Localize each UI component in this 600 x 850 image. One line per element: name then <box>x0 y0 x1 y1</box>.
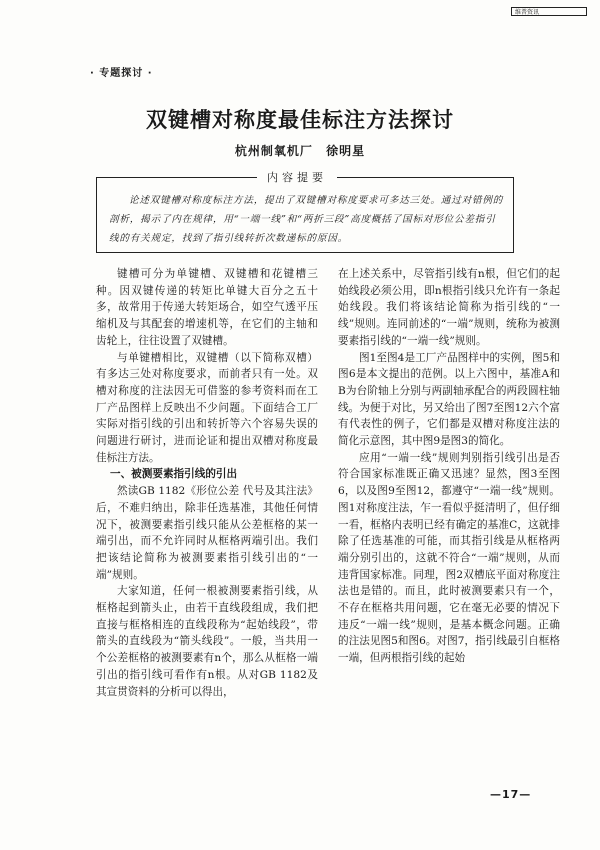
author-byline: 杭州制氧机厂 徐明星 <box>234 144 366 158</box>
paragraph: 图1至图4是工厂产品图样中的实例，图5和图6是本文提出的范例。以上六图中，基准A和B为台阶轴上分别与两副轴承配合的两段圆柱轴线。为便于对比，另又给出了图7至图12六个富有代表性的例子，它们都是双槽对称度注法的简化示意图，其中图9是图3的简化。 <box>338 351 560 448</box>
article-title: 双键槽对称度最佳标注方法探讨 <box>146 108 454 132</box>
paragraph: 应用“一端一线”规则判别指引线引出是否符合国家标准既正确又迅速？显然，图3至图6，以及图9至图12，都遵守“一端一线”规则。图1对称度注法，乍一看似乎挺清明了，但仔细一看，框格内表明已经有确定的基准C，这就排除了任选基准的可能，而其指引线是从框格两端分别引出的，这就不符合“一端”规则，从而违背国家标准。同理，图2双槽底平面对称度注法也是错的。而且，此时被测要素只有一个，不存在框格共用问题，它在毫无必要的情况下违反“一端一线”规则，是基本概念问题。正确的注法见图5和图6。对图7，指引线最引自框格一端，但两根指引线的起始 <box>338 451 560 665</box>
abstract-box <box>96 171 514 253</box>
abstract-heading: 内容提要 <box>257 169 337 185</box>
abstract-text: 论述双键槽对称度标注方法，提出了双键槽对称度要求可多达三处。通过对错例的剖析，揭示了内在规律，用“一端一线”和“两折三段”高度概括了国标对形位公差指引线的有关规定，找到了指引线转折次数递标的原因。 <box>109 195 504 244</box>
section-label: · 专题探讨 · <box>90 68 153 79</box>
archive-stamp: 维普资讯 <box>511 7 587 16</box>
left-column <box>96 266 318 700</box>
paragraph: 键槽可分为单键槽、双键槽和花键槽三种。因双键传递的转矩比单键大百分之五十多，故常用于传递大转矩场合，如空气透平压缩机及与其配套的增速机等，在它们的主轴和齿轮上，往往设置了双键槽。 <box>96 268 318 347</box>
paragraph: 在上述关系中，尽管指引线有n根，但它们的起始线段必须公用，即n根指引线只允许有一条起始线段。我们将该结论简称为指引线的“一线”规则。连同前述的“一端”规则，统称为被测要素指引线的“一端一线”规则。 <box>338 268 560 347</box>
paragraph: 与单键槽相比，双键槽（以下简称双槽）有多达三处对称度要求，而前者只有一处。双槽对称度的注法因无可借鉴的参考资料而在工厂产品图样上反映出不少问题。下面结合工厂实际对指引线的引出和转折等六个容易失误的问题进行研讨，进而论证和提出双槽对称度最佳标注方法。 <box>96 351 318 464</box>
paragraph: 然读GB 1182《形位公差 代号及其注法》后，不难归纳出，除非任选基准，其他任何情况下，被测要素指引线只能从公差框格的某一端引出，而不允许同时从框格两端引出。我们把该结论简称为被测要素指引线引出的“一端”规则。 <box>96 485 318 581</box>
page-number: —17— <box>490 788 532 801</box>
section-heading: 一、被测要素指引线的引出 <box>110 468 238 481</box>
paragraph: 大家知道，任何一根被测要素指引线，从框格起到箭头止，由若干直线段组成，我们把直接与框格相连的直线段称为“起始线段”，带箭头的直线段为“箭头线段”。一般，当共用一个公差框格的被测要素有n个，那么从框格一端引出的指引线可看作有n根。从对GB 1182及其宣贯资料的分析可以得出， <box>96 585 318 698</box>
right-column <box>338 266 560 667</box>
